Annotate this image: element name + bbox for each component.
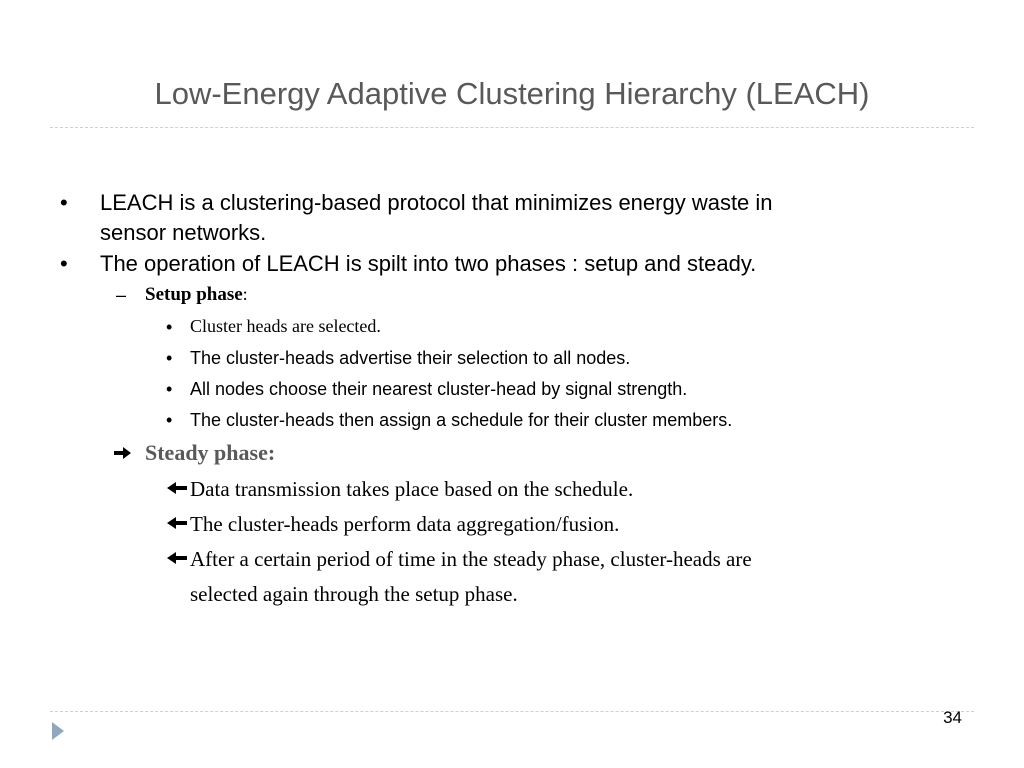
arrow-left-icon <box>166 516 188 530</box>
arrow-left-icon <box>166 551 188 565</box>
setup-item: All nodes choose their nearest cluster-head by signal strength. <box>190 379 688 399</box>
arrow-right-icon <box>113 446 133 460</box>
bullet-2-text: The operation of LEACH is spilt into two phases : setup and steady. <box>100 251 757 276</box>
triangle-right-icon <box>51 721 65 741</box>
bullet-1-line-2: sensor networks. <box>100 220 267 245</box>
footer-divider <box>50 711 974 712</box>
bullet-marker: • <box>60 251 68 276</box>
setup-phase-heading <box>145 284 248 306</box>
sub-bullet-marker: • <box>166 317 173 337</box>
slide-number: 34 <box>943 708 962 727</box>
sub-bullet-marker: • <box>166 379 173 399</box>
slide-title: Low-Energy Adaptive Clustering Hierarchy (LEACH) <box>154 76 870 111</box>
dash-marker: – <box>116 285 127 305</box>
steady-item: The cluster-heads perform data aggregation/fusion. <box>190 512 620 536</box>
setup-item: The cluster-heads then assign a schedule for their cluster members. <box>190 410 733 430</box>
setup-phase-label: Setup phase <box>145 284 243 305</box>
setup-item: Cluster heads are selected. <box>190 316 381 336</box>
bullet-1-line-1: LEACH is a clustering-based protocol that minimizes energy waste in <box>100 190 773 215</box>
steady-item: After a certain period of time in the steady phase, cluster-heads are <box>190 547 752 571</box>
steady-item-continuation: selected again through the setup phase. <box>190 582 518 606</box>
steady-item: Data transmission takes place based on the schedule. <box>190 477 634 501</box>
arrow-left-icon <box>166 481 188 495</box>
title-divider <box>50 127 974 128</box>
steady-phase-heading: Steady phase: <box>145 440 276 465</box>
bullet-marker: • <box>60 190 68 215</box>
sub-bullet-marker: • <box>166 348 173 368</box>
setup-phase-colon: : <box>242 284 248 304</box>
sub-bullet-marker: • <box>166 410 173 430</box>
setup-item: The cluster-heads advertise their selection to all nodes. <box>190 348 631 368</box>
